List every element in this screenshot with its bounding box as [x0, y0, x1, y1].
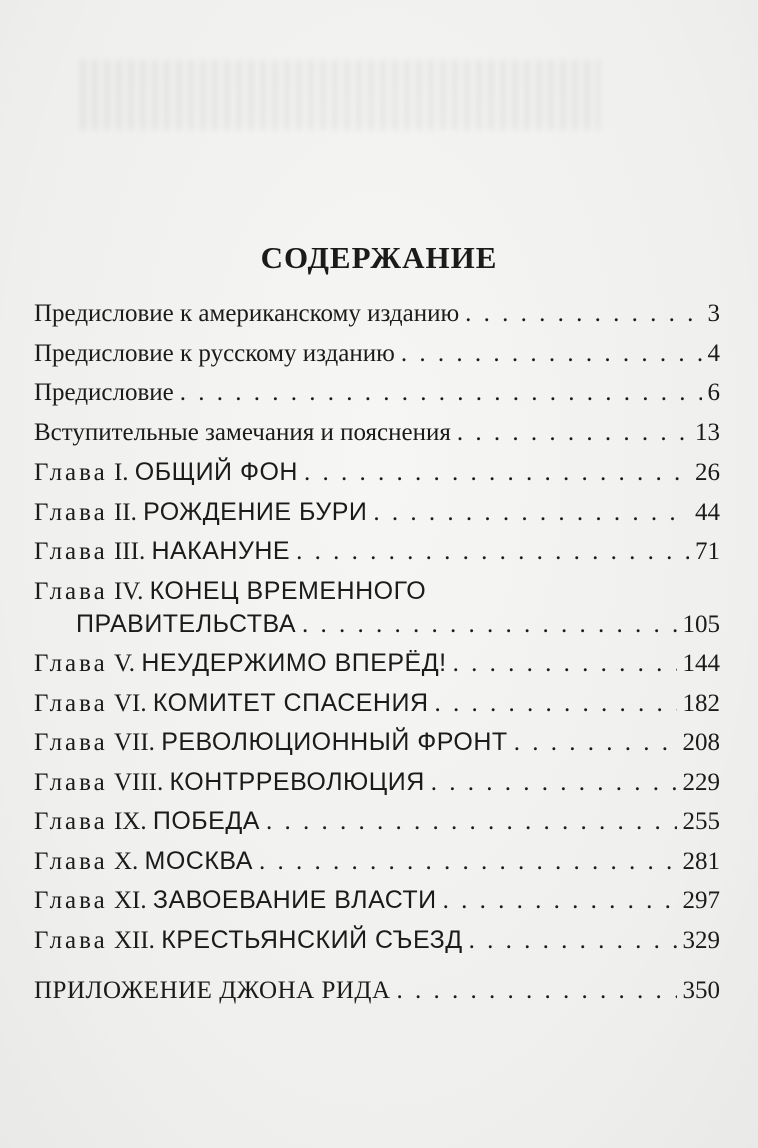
toc-entry-appendix[interactable]: [34, 977, 720, 1017]
toc-entry-page: 229: [682, 768, 720, 796]
chapter-label: Глава XI. ЗАВОЕВАНИЕ ВЛАСТИ: [34, 886, 437, 914]
toc-entry-page: 13: [695, 418, 720, 446]
chapter-label: Глава IV. КОНЕЦ ВРЕМЕННОГО: [34, 576, 427, 605]
toc-entry-preface-american[interactable]: [34, 300, 720, 340]
leader-dots: [266, 808, 677, 836]
chapter-label: Глава X. МОСКВА: [34, 846, 253, 875]
toc-entry-page: 281: [682, 847, 720, 875]
table-of-contents: [34, 300, 720, 1017]
toc-entry-page: 26: [695, 459, 720, 486]
leader-dots: [465, 300, 701, 328]
toc-entry-introductory-remarks[interactable]: [34, 419, 720, 459]
leader-dots: [453, 650, 677, 678]
chapter-label: Глава I. ОБЩИЙ ФОН: [34, 458, 298, 486]
chapter-label: Глава V. НЕУДЕРЖИМО ВПЕРЁД!: [34, 649, 447, 677]
toc-entry-chapter-7[interactable]: [34, 728, 720, 768]
chapter-label: Глава II. РОЖДЕНИЕ БУРИ: [34, 497, 368, 526]
chapter-title: ОБЩИЙ ФОН: [134, 458, 298, 486]
toc-entry-chapter-3[interactable]: [34, 537, 720, 577]
chapter-label: Глава IX. ПОБЕДА: [34, 807, 260, 835]
chapter-label: Глава III. НАКАНУНЕ: [34, 537, 291, 565]
leader-dots: [435, 690, 677, 718]
chapter-title: ЗАВОЕВАНИЕ ВЛАСТИ: [152, 886, 437, 914]
toc-entry-chapter-10[interactable]: [34, 847, 720, 887]
show-through-text: [80, 60, 600, 130]
chapter-title: КРЕСТЬЯНСКИЙ СЪЕЗД: [161, 925, 463, 954]
chapter-title-line2: ПРАВИТЕЛЬСТВА: [76, 609, 297, 638]
chapter-continuation: [34, 610, 720, 650]
chapter-title: КОМИТЕТ СПАСЕНИЯ: [152, 688, 429, 717]
leader-dots: [469, 927, 677, 955]
toc-entry-chapter-5[interactable]: [34, 649, 720, 689]
leader-dots: [443, 887, 677, 915]
leader-dots: [431, 769, 677, 797]
leader-dots: [296, 538, 689, 566]
toc-entry-page: 3: [707, 300, 720, 327]
chapter-title: ПОБЕДА: [152, 807, 260, 835]
toc-entry-page: 350: [682, 977, 720, 1004]
toc-entry-page: 182: [682, 689, 720, 717]
page-title: СОДЕРЖАНИЕ: [260, 240, 498, 275]
toc-entry-page: 255: [682, 808, 720, 835]
leader-dots: [304, 459, 689, 487]
toc-entry-preface-russian[interactable]: [34, 340, 720, 380]
leader-dots: [397, 977, 677, 1005]
chapter-title: НЕУДЕРЖИМО ВПЕРЁД!: [141, 649, 447, 677]
toc-entry-preface[interactable]: [34, 379, 720, 419]
chapter-label: Глава VI. КОМИТЕТ СПАСЕНИЯ: [34, 688, 429, 717]
toc-entry-page: 44: [695, 498, 720, 526]
chapter-title: РОЖДЕНИЕ БУРИ: [143, 497, 368, 526]
chapter-title: МОСКВА: [144, 846, 253, 875]
toc-entry-page: 208: [682, 729, 720, 756]
leader-dots: [302, 611, 676, 639]
toc-entry-title: Вступительные замечания и пояснения: [34, 418, 451, 446]
toc-entry-chapter-11[interactable]: [34, 886, 720, 926]
toc-entry-page: 4: [707, 339, 720, 367]
toc-entry-chapter-6[interactable]: [34, 689, 720, 729]
toc-entry-chapter-2[interactable]: [34, 498, 720, 538]
chapter-label: Глава XII. КРЕСТЬЯНСКИЙ СЪЕЗД: [34, 925, 463, 954]
toc-entry-page: 6: [707, 379, 720, 406]
toc-entry-page: 297: [682, 887, 720, 914]
toc-entry-page: 105: [682, 610, 720, 638]
toc-entry-title: ПРИЛОЖЕНИЕ ДЖОНА РИДА: [34, 977, 391, 1004]
leader-dots: [259, 848, 677, 876]
toc-entry-page: 144: [682, 650, 720, 677]
toc-entry-chapter-8[interactable]: [34, 768, 720, 808]
toc-entry-chapter-1[interactable]: [34, 458, 720, 498]
leader-dots: [180, 379, 702, 407]
section-gap: [34, 965, 720, 977]
chapter-title: РЕВОЛЮЦИОННЫЙ ФРОНТ: [161, 728, 508, 756]
chapter-title: НАКАНУНЕ: [151, 537, 291, 565]
toc-entry-title: Предисловие к русскому изданию: [34, 339, 395, 367]
leader-dots: [457, 419, 689, 447]
leader-dots: [514, 729, 677, 757]
toc-entry-chapter-12[interactable]: [34, 926, 720, 966]
chapter-title-line1: КОНЕЦ ВРЕМЕННОГО: [149, 576, 427, 605]
leader-dots: [401, 340, 702, 368]
toc-entry-page: 71: [695, 538, 720, 565]
toc-entry-page: 329: [682, 926, 720, 954]
chapter-label: Глава VII. РЕВОЛЮЦИОННЫЙ ФРОНТ: [34, 728, 508, 756]
toc-entry-title: Предисловие к американскому изданию: [34, 300, 460, 327]
leader-dots: [373, 499, 689, 527]
chapter-label: Глава VIII. КОНТРРЕВОЛЮЦИЯ: [34, 767, 425, 796]
toc-entry-chapter-9[interactable]: [34, 807, 720, 847]
chapter-title: КОНТРРЕВОЛЮЦИЯ: [169, 767, 425, 796]
toc-entry-chapter-4[interactable]: [34, 577, 720, 650]
toc-entry-title: Предисловие: [34, 379, 174, 406]
